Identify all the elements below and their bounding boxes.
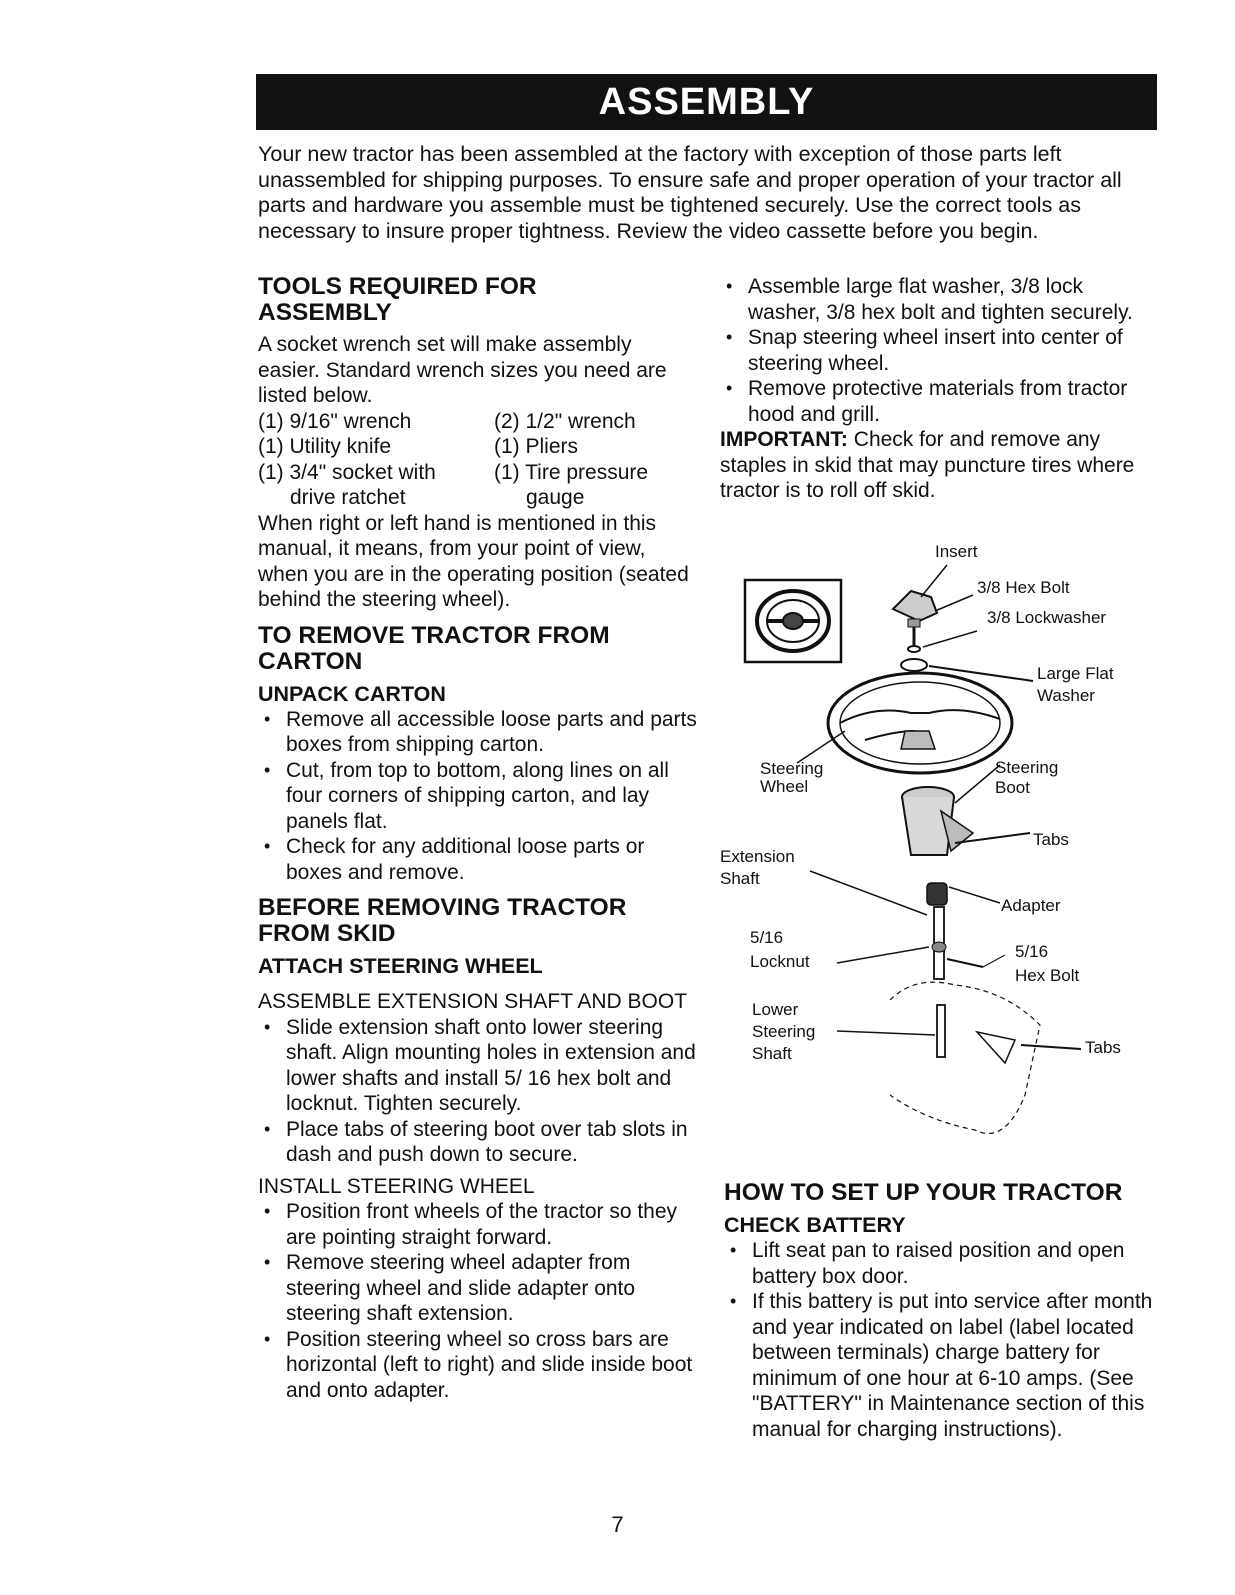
tool-item: (1) Tire pressure [494, 460, 649, 484]
label-tabs-upper: Tabs [1033, 830, 1069, 849]
list-item: • Cut, from top to bottom, along lines on all four corners of shipping carton, and lay panels flat. [258, 758, 698, 835]
label-wheel: Wheel [760, 777, 809, 796]
lower-steering-shaft-part [890, 982, 1040, 1133]
tools-text: A socket wrench set will make assembly easier. Standard wrench sizes you need are listed below. [258, 333, 667, 407]
label-hexbolt-516: Hex Bolt [1015, 966, 1080, 985]
label-extension: Extension [720, 847, 795, 866]
setup-heading: HOW TO SET UP YOUR TRACTOR [724, 1179, 1123, 1206]
tools-list [258, 409, 698, 511]
list-item: • Remove all accessible loose parts and parts boxes from shipping carton. [258, 707, 698, 758]
list-item: • If this battery is put into service after month and year indicated on label (label located between terminals) charge battery for minimum of one hour at 6-10 amps. (See "BATTERY" in Maintenance section of this manual for charging instructions). [724, 1289, 1164, 1442]
hex-bolt-516-part [947, 959, 983, 967]
label-steering: Steering [760, 759, 824, 778]
list-item: • Assemble large flat washer, 3/8 lock washer, 3/8 hex bolt and tighten securely. [720, 274, 1160, 325]
label-locknut-size: 5/16 [750, 928, 784, 947]
install-heading: INSTALL STEERING WHEEL [258, 1174, 535, 1198]
unpack-list [258, 707, 698, 886]
label-insert: Insert [935, 542, 978, 561]
intro-paragraph: Your new tractor has been assembled at the factory with exception of those parts left unassembled for shipping purposes. To ensure safe and proper operation of your tractor all parts and hardware you assemble must be tightened securely. Use the correct tools as necessary to insure proper tightness. Review the video cassette before you begin. [258, 142, 1122, 243]
setup-section [724, 1180, 1164, 1442]
steering-assembly-diagram [715, 535, 1160, 1155]
label-tabs-lower: Tabs [1085, 1038, 1121, 1057]
important-text: Check for and remove any staples in skid that may puncture tires where tractor is to roll off skid. [720, 428, 1135, 502]
list-item: • Check for any additional loose parts or boxes and remove. [258, 834, 698, 885]
remove-heading-line1: TO REMOVE TRACTOR FROM [258, 621, 610, 649]
label-lockwasher-38: 3/8 Lockwasher [987, 608, 1107, 627]
right-column [720, 274, 1160, 504]
locknut-part [932, 942, 946, 952]
label-large-flat: Large Flat [1037, 664, 1114, 683]
section-banner: ASSEMBLY [256, 74, 1157, 130]
label-steering-boot-1: Steering [995, 758, 1059, 777]
battery-heading: CHECK BATTERY [724, 1213, 906, 1237]
list-item: • Remove protective materials from tractor hood and grill. [720, 376, 1160, 427]
extension-heading: ASSEMBLE EXTENSION SHAFT AND BOOT [258, 990, 688, 1013]
important-note [720, 427, 1160, 504]
unpack-heading: UNPACK CARTON [258, 681, 446, 706]
list-item: • Snap steering wheel insert into center of steering wheel. [720, 325, 1160, 376]
tool-item: (1) 9/16" wrench [258, 409, 412, 433]
install-list [258, 1199, 698, 1403]
label-steering-boot-2: Boot [995, 778, 1030, 797]
steering-wheel-part [828, 673, 1012, 773]
extension-list [258, 1015, 698, 1168]
page-number: 7 [611, 1512, 624, 1537]
tool-item: (1) Pliers [494, 435, 579, 458]
tool-item: (1) 3/4" socket with [258, 460, 436, 484]
remove-heading-line2: CARTON [258, 647, 363, 675]
before-heading-line1: BEFORE REMOVING TRACTOR [258, 894, 627, 921]
handedness-note: When right or left hand is mentioned in this manual, it means, from your point of view, when you are in the operating position (seated behind the steering wheel). [258, 511, 689, 611]
insert-part [893, 591, 937, 621]
label-adapter: Adapter [1001, 896, 1061, 915]
adapter-part [927, 883, 947, 905]
list-item: • Slide extension shaft onto lower steering shaft. Align mounting holes in extension and lower shafts and install 5/ 16 hex bolt and locknut. Tighten securely. [258, 1015, 698, 1117]
tool-item: drive ratchet [290, 486, 406, 509]
label-lower-steering: Steering [752, 1022, 816, 1041]
label-lower: Lower [752, 1000, 799, 1019]
tools-heading-line2: ASSEMBLY [258, 299, 392, 326]
list-item: • Lift seat pan to raised position and open battery box door. [724, 1238, 1164, 1289]
diagram-svg [715, 535, 1160, 1155]
tools-heading-line1: TOOLS REQUIRED FOR [258, 273, 537, 300]
label-washer: Washer [1037, 686, 1095, 705]
label-hex-bolt-38: 3/8 Hex Bolt [977, 578, 1070, 597]
lockwasher-part [908, 646, 920, 652]
attach-heading: ATTACH STEERING WHEEL [258, 954, 543, 978]
left-column [258, 274, 698, 1403]
list-item: • Place tabs of steering boot over tab slots in dash and push down to secure. [258, 1117, 698, 1168]
tool-item: (1) Utility knife [258, 435, 392, 458]
list-item: • Remove steering wheel adapter from steering wheel and slide adapter onto steering shaft extension. [258, 1250, 698, 1327]
insert-icon [757, 591, 829, 651]
label-lower-shaft: Shaft [752, 1044, 792, 1063]
list-item: • Position front wheels of the tractor so they are pointing straight forward. [258, 1199, 698, 1250]
battery-list [724, 1238, 1164, 1442]
before-heading-line2: FROM SKID [258, 920, 396, 947]
label-shaft: Shaft [720, 869, 760, 888]
tool-item: gauge [526, 486, 585, 509]
tool-item: (2) 1/2" wrench [494, 409, 636, 433]
flat-washer-part [901, 659, 927, 671]
label-hexbolt-516-size: 5/16 [1015, 942, 1049, 961]
label-locknut: Locknut [750, 952, 810, 971]
list-item: • Position steering wheel so cross bars are horizontal (left to right) and slide inside boot and onto adapter. [258, 1327, 698, 1404]
important-label: IMPORTANT: [720, 428, 848, 451]
wheel-list [720, 274, 1160, 427]
